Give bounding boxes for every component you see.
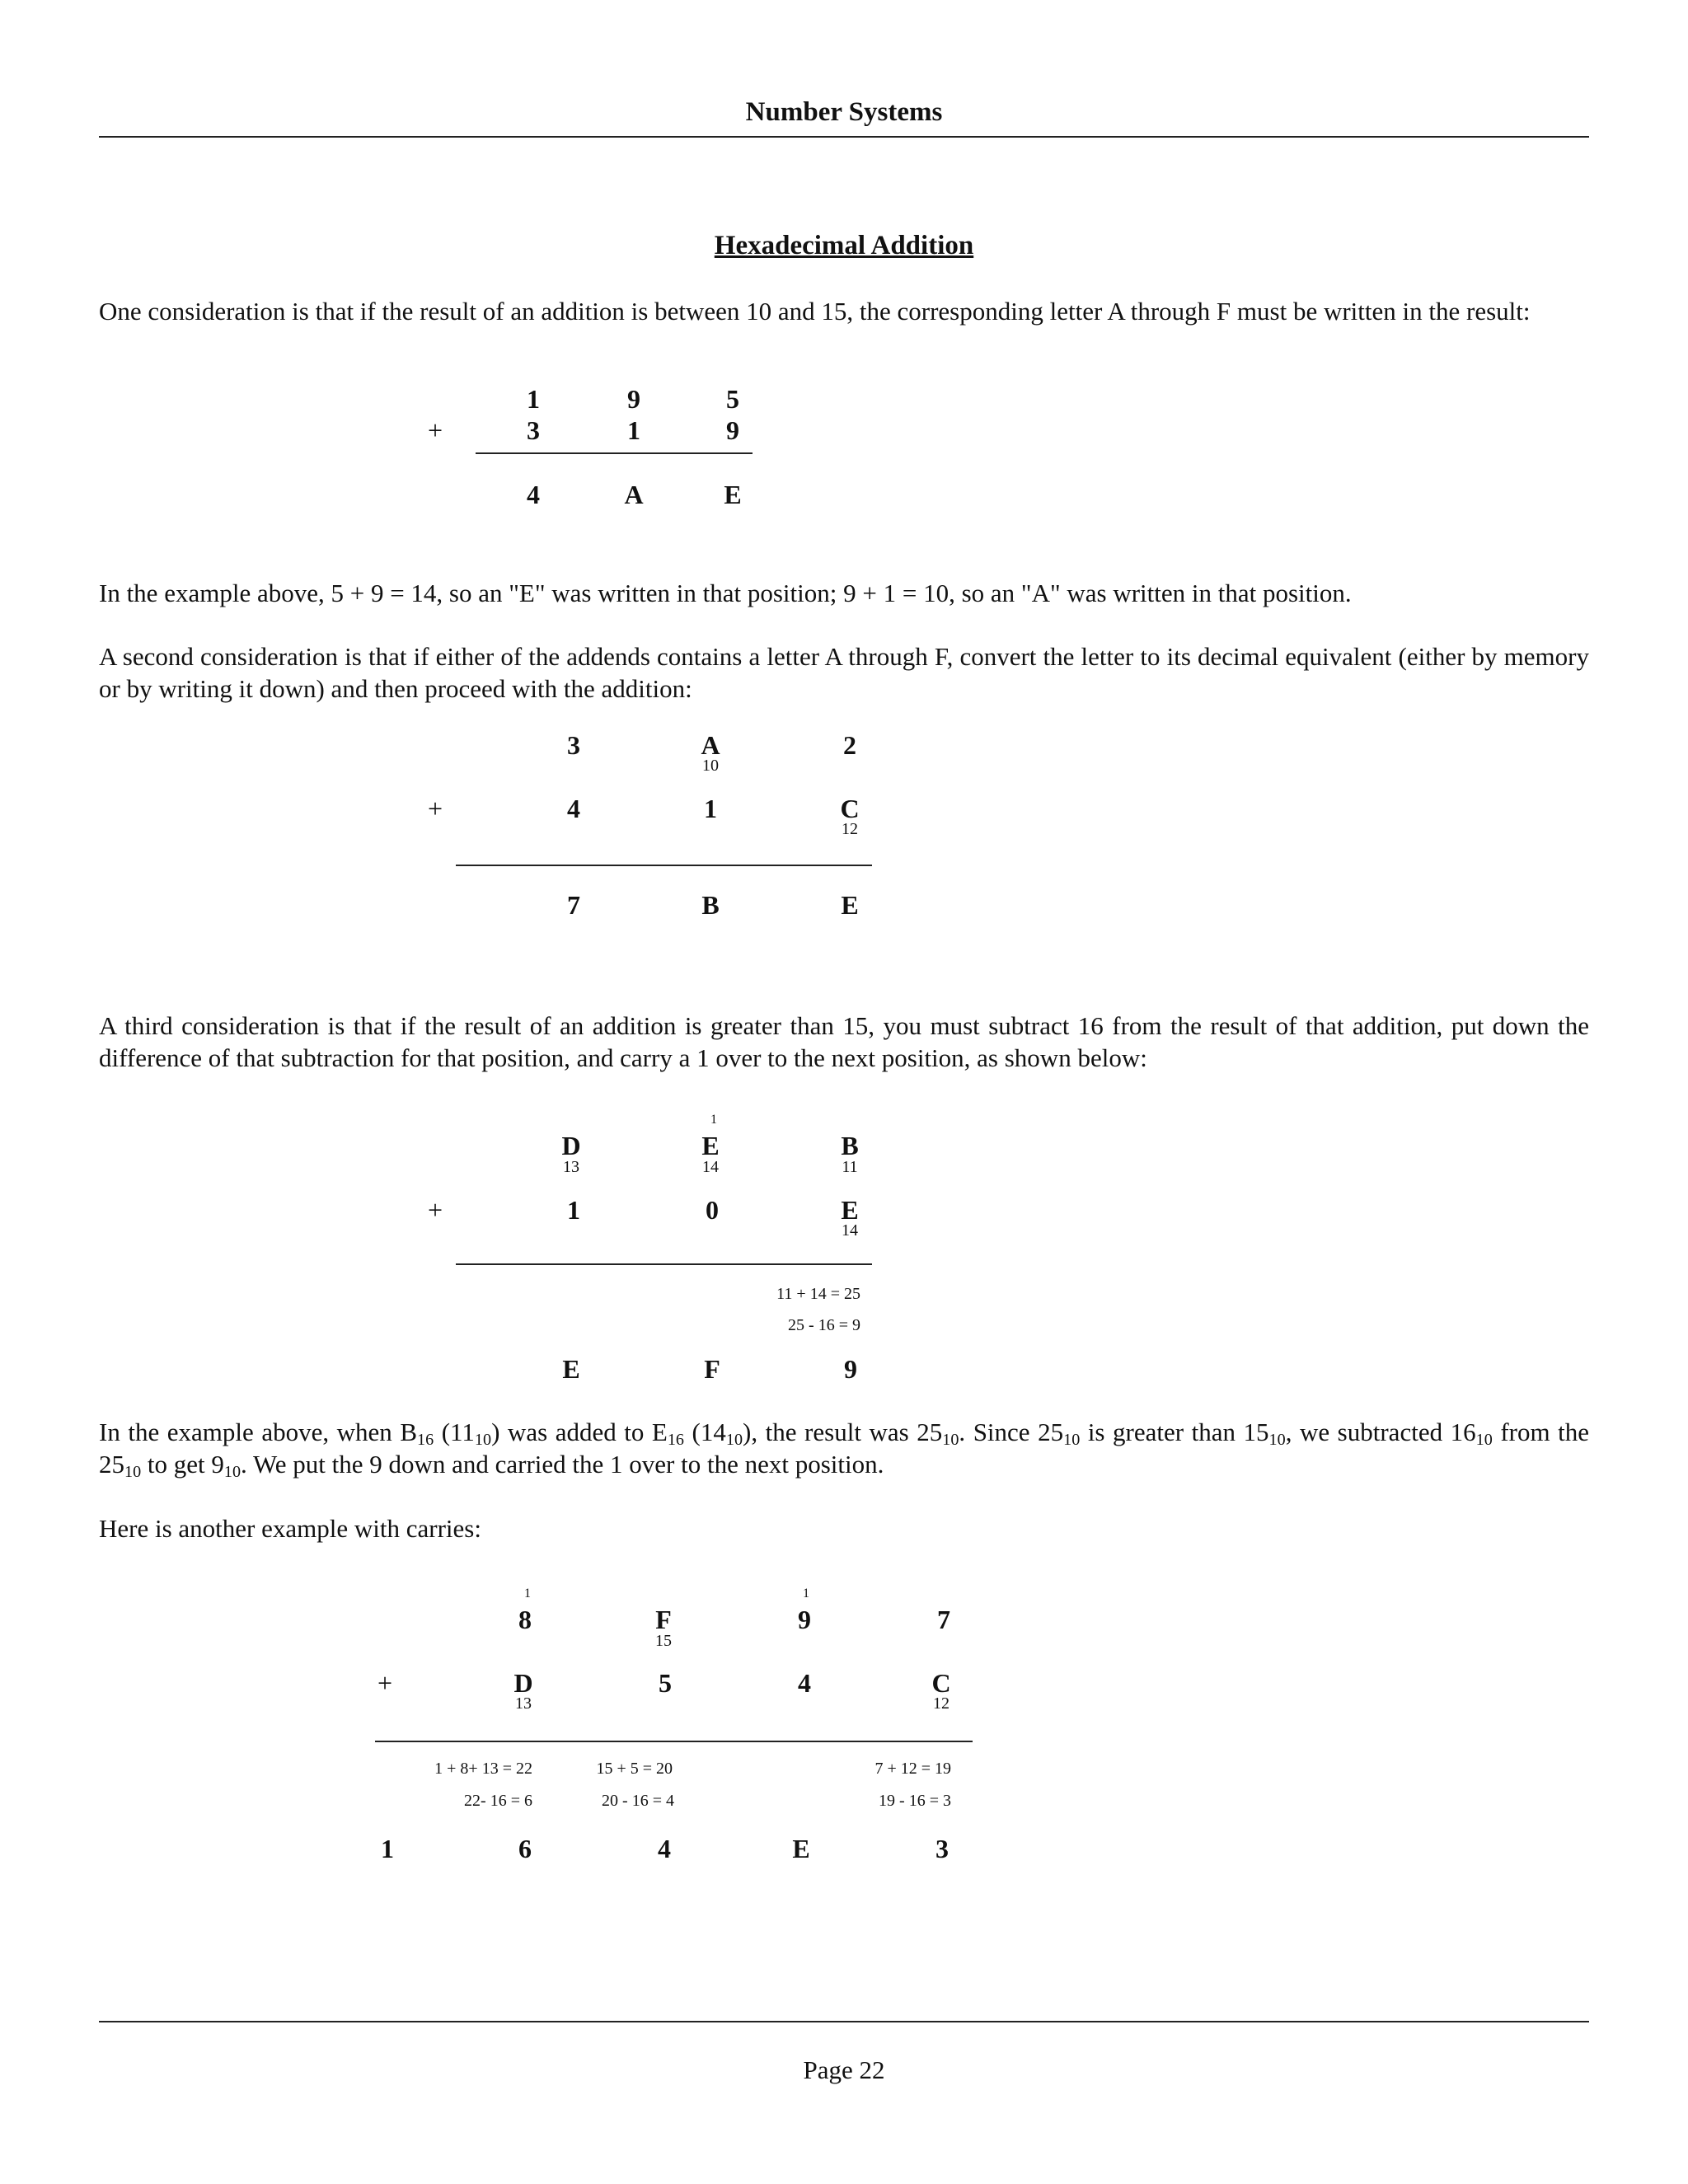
- plus-sign: +: [427, 1195, 443, 1225]
- text-run: . Since 25: [959, 1418, 1064, 1446]
- digit: 0: [706, 1195, 719, 1225]
- sum-line: [456, 1263, 872, 1265]
- text-run: is greater than 15: [1080, 1418, 1269, 1446]
- calc-step: 25 - 16 = 9: [788, 1316, 860, 1334]
- subscript: 10: [1268, 1431, 1286, 1450]
- decimal-equivalent: 15: [655, 1632, 672, 1650]
- decimal-equivalent: 14: [842, 1221, 858, 1240]
- subscript: 10: [1475, 1431, 1493, 1450]
- header-rule: [99, 136, 1589, 138]
- result-digit: E: [792, 1834, 810, 1863]
- decimal-equivalent: 10: [702, 757, 719, 775]
- digit: C: [931, 1668, 951, 1698]
- decimal-equivalent: 12: [842, 820, 858, 838]
- digit: 4: [567, 794, 580, 823]
- plus-sign: +: [377, 1668, 393, 1698]
- paragraph-6: Here is another example with carries:: [99, 1514, 481, 1543]
- paragraph-5: [99, 1416, 1589, 1480]
- digit: 5: [659, 1668, 672, 1698]
- digit: 3: [567, 730, 580, 760]
- result-digit: B: [701, 890, 720, 920]
- sum-line: [456, 865, 872, 866]
- result-digit: A: [624, 480, 644, 509]
- paragraph-2: In the example above, 5 + 9 = 14, so an "E" was written in that position; 9 + 1 = 10, so an "A" was written in that position.: [99, 579, 1352, 607]
- digit: E: [841, 1195, 859, 1225]
- result-digit: F: [704, 1354, 720, 1384]
- text-run: ), the result was 25: [743, 1418, 943, 1446]
- result-digit: 4: [527, 480, 540, 509]
- subscript: 10: [942, 1431, 959, 1450]
- digit: 5: [726, 384, 739, 414]
- digit: 3: [527, 415, 540, 445]
- paragraph-4: A third consideration is that if the result of an addition is greater than 15, you must subtract 16 from the result of that addition, put down the difference of that subtraction for that position, and carry a 1 over to the next position, as shown below:: [99, 1011, 1589, 1072]
- text-run: ) was added to E: [491, 1418, 668, 1446]
- digit: 1: [567, 1195, 580, 1225]
- digit: 1: [527, 384, 540, 414]
- sum-line: [476, 452, 753, 454]
- result-digit: E: [562, 1354, 580, 1384]
- text-run: (14: [684, 1418, 726, 1446]
- result-digit: 3: [935, 1834, 949, 1863]
- subscript: 10: [1063, 1431, 1081, 1450]
- digit: 2: [843, 730, 856, 760]
- result-digit: 9: [844, 1354, 857, 1384]
- decimal-equivalent: 11: [842, 1158, 858, 1176]
- carry-digit: 1: [524, 1586, 531, 1601]
- decimal-equivalent: 14: [702, 1158, 719, 1176]
- text-run: . We put the 9 down and carried the 1 over to the next position.: [241, 1450, 884, 1479]
- subscript: 16: [667, 1431, 684, 1450]
- paragraph-3: A second consideration is that if either of the addends contains a letter A through F, convert the letter to its decimal equivalent (either by memory or by writing it down) and then proceed with the addition:: [99, 642, 1589, 703]
- digit: 9: [726, 415, 739, 445]
- digit: 8: [518, 1605, 532, 1634]
- carry-digit: 1: [710, 1113, 717, 1127]
- section-title: Hexadecimal Addition: [714, 231, 974, 260]
- digit: D: [513, 1668, 533, 1698]
- subscript: 10: [223, 1463, 241, 1482]
- result-digit: 4: [658, 1834, 671, 1863]
- digit: 4: [798, 1668, 811, 1698]
- result-digit: 7: [567, 890, 580, 920]
- digit: E: [701, 1131, 720, 1160]
- digit: 9: [627, 384, 640, 414]
- text-run: from the 25: [99, 1418, 1589, 1479]
- calc-step: 1 + 8+ 13 = 22: [434, 1760, 532, 1778]
- text-run: , we subtracted 16: [1285, 1418, 1476, 1446]
- plus-sign: +: [427, 794, 443, 823]
- subscript: 16: [417, 1431, 434, 1450]
- digit: C: [840, 794, 860, 823]
- result-digit: E: [724, 480, 742, 509]
- subscript: 10: [474, 1431, 492, 1450]
- calc-step: 7 + 12 = 19: [874, 1760, 951, 1778]
- digit: 1: [704, 794, 717, 823]
- digit: 1: [627, 415, 640, 445]
- digit: 9: [798, 1605, 811, 1634]
- result-digit: E: [841, 890, 859, 920]
- text-run: (11: [434, 1418, 475, 1446]
- decimal-equivalent: 13: [515, 1694, 532, 1713]
- digit: F: [655, 1605, 672, 1634]
- plus-sign: +: [427, 415, 443, 445]
- paragraph-1: One consideration is that if the result of an addition is between 10 and 15, the corresponding letter A through F must be written in the result:: [99, 297, 1531, 326]
- subscript: 10: [725, 1431, 743, 1450]
- decimal-equivalent: 12: [933, 1694, 950, 1713]
- result-digit: 6: [518, 1834, 532, 1863]
- digit: D: [561, 1131, 581, 1160]
- calc-step: 15 + 5 = 20: [596, 1760, 673, 1778]
- text-run: to get 9: [141, 1450, 224, 1479]
- digit: B: [841, 1131, 859, 1160]
- page-header-title: Number Systems: [745, 97, 943, 127]
- calc-step: 22- 16 = 6: [464, 1792, 532, 1810]
- digit: 7: [937, 1605, 950, 1634]
- carry-digit: 1: [803, 1586, 809, 1601]
- sum-line: [375, 1741, 973, 1742]
- footer-rule: [99, 2021, 1589, 2022]
- calc-step: 20 - 16 = 4: [602, 1792, 674, 1810]
- result-digit: 1: [381, 1834, 394, 1863]
- text-run: In the example above, when B: [99, 1418, 418, 1446]
- decimal-equivalent: 13: [563, 1158, 579, 1176]
- digit: A: [701, 730, 720, 760]
- calc-step: 11 + 14 = 25: [776, 1285, 860, 1303]
- calc-step: 19 - 16 = 3: [879, 1792, 951, 1810]
- subscript: 10: [124, 1463, 142, 1482]
- page-number: Page 22: [803, 2055, 885, 2084]
